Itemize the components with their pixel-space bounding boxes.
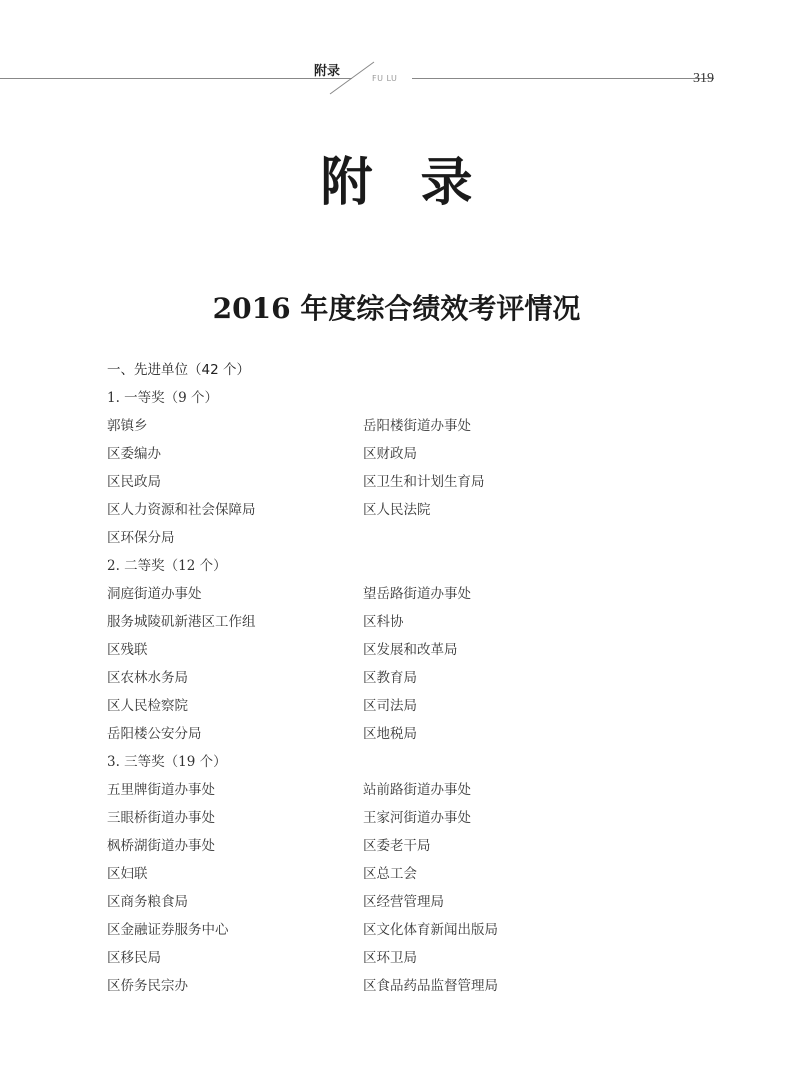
list-row bbox=[107, 440, 707, 468]
section-title: 一、先进单位（42 个） bbox=[107, 362, 250, 378]
main-title: 附录 bbox=[320, 152, 521, 213]
list-row bbox=[107, 580, 707, 608]
list-row bbox=[107, 524, 707, 552]
unit-name: 洞庭街道办事处 bbox=[107, 586, 202, 602]
list-row bbox=[107, 832, 707, 860]
list-row bbox=[107, 860, 707, 888]
list-row bbox=[107, 804, 707, 832]
unit-name: 区妇联 bbox=[107, 866, 148, 882]
list-row bbox=[107, 916, 707, 944]
content-body bbox=[107, 356, 707, 1000]
list-row bbox=[107, 664, 707, 692]
unit-name: 区经营管理局 bbox=[363, 894, 444, 910]
unit-name: 区食品药品监督管理局 bbox=[363, 978, 498, 994]
unit-name: 区地税局 bbox=[363, 726, 417, 742]
unit-name: 区人民检察院 bbox=[107, 698, 188, 714]
unit-name: 区总工会 bbox=[363, 866, 417, 882]
running-header-title: 附录 bbox=[314, 64, 341, 79]
unit-name: 区商务粮食局 bbox=[107, 894, 188, 910]
unit-name: 区环卫局 bbox=[363, 950, 417, 966]
sub-title: 2016 年度综合绩效考评情况 bbox=[212, 292, 581, 325]
unit-name: 区司法局 bbox=[363, 698, 417, 714]
unit-name: 区环保分局 bbox=[107, 530, 175, 546]
list-row bbox=[107, 496, 707, 524]
page-number: 319 bbox=[693, 71, 714, 86]
unit-name: 区侨务民宗办 bbox=[107, 978, 188, 994]
unit-name: 区文化体育新闻出版局 bbox=[363, 922, 498, 938]
unit-name: 五里牌街道办事处 bbox=[107, 782, 215, 798]
unit-name: 区发展和改革局 bbox=[363, 642, 458, 658]
unit-name: 区民政局 bbox=[107, 474, 161, 490]
unit-name: 岳阳楼公安分局 bbox=[107, 726, 202, 742]
unit-name: 区教育局 bbox=[363, 670, 417, 686]
unit-name: 枫桥湖街道办事处 bbox=[107, 838, 215, 854]
unit-name: 区人民法院 bbox=[363, 502, 431, 518]
unit-name: 区委老干局 bbox=[363, 838, 431, 854]
unit-name: 区卫生和计划生育局 bbox=[363, 474, 485, 490]
list-row bbox=[107, 412, 707, 440]
list-row bbox=[107, 972, 707, 1000]
list-row bbox=[107, 608, 707, 636]
header-rule-left bbox=[0, 78, 352, 79]
unit-name: 郭镇乡 bbox=[107, 418, 148, 434]
list-row bbox=[107, 468, 707, 496]
unit-name: 站前路街道办事处 bbox=[363, 782, 471, 798]
list-row bbox=[107, 692, 707, 720]
list-row bbox=[107, 720, 707, 748]
unit-name: 区移民局 bbox=[107, 950, 161, 966]
header-rule-right bbox=[412, 78, 714, 79]
unit-name: 服务城陵矶新港区工作组 bbox=[107, 614, 256, 630]
unit-name: 区委编办 bbox=[107, 446, 161, 462]
unit-name: 区科协 bbox=[363, 614, 404, 630]
unit-name: 区财政局 bbox=[363, 446, 417, 462]
list-row bbox=[107, 776, 707, 804]
unit-name: 区金融证券服务中心 bbox=[107, 922, 229, 938]
unit-name: 岳阳楼街道办事处 bbox=[363, 418, 471, 434]
group-heading: 1. 一等奖（9 个） bbox=[107, 390, 219, 406]
unit-name: 望岳路街道办事处 bbox=[363, 586, 471, 602]
group-heading: 2. 二等奖（12 个） bbox=[107, 558, 227, 574]
list-row bbox=[107, 944, 707, 972]
unit-name: 王家河街道办事处 bbox=[363, 810, 471, 826]
group-heading: 3. 三等奖（19 个） bbox=[107, 754, 227, 770]
unit-name: 区农林水务局 bbox=[107, 670, 188, 686]
unit-name: 区残联 bbox=[107, 642, 148, 658]
unit-name: 区人力资源和社会保障局 bbox=[107, 502, 256, 518]
list-row bbox=[107, 888, 707, 916]
list-row bbox=[107, 636, 707, 664]
running-header-subtitle: FU LU bbox=[372, 74, 398, 83]
unit-name: 三眼桥街道办事处 bbox=[107, 810, 215, 826]
